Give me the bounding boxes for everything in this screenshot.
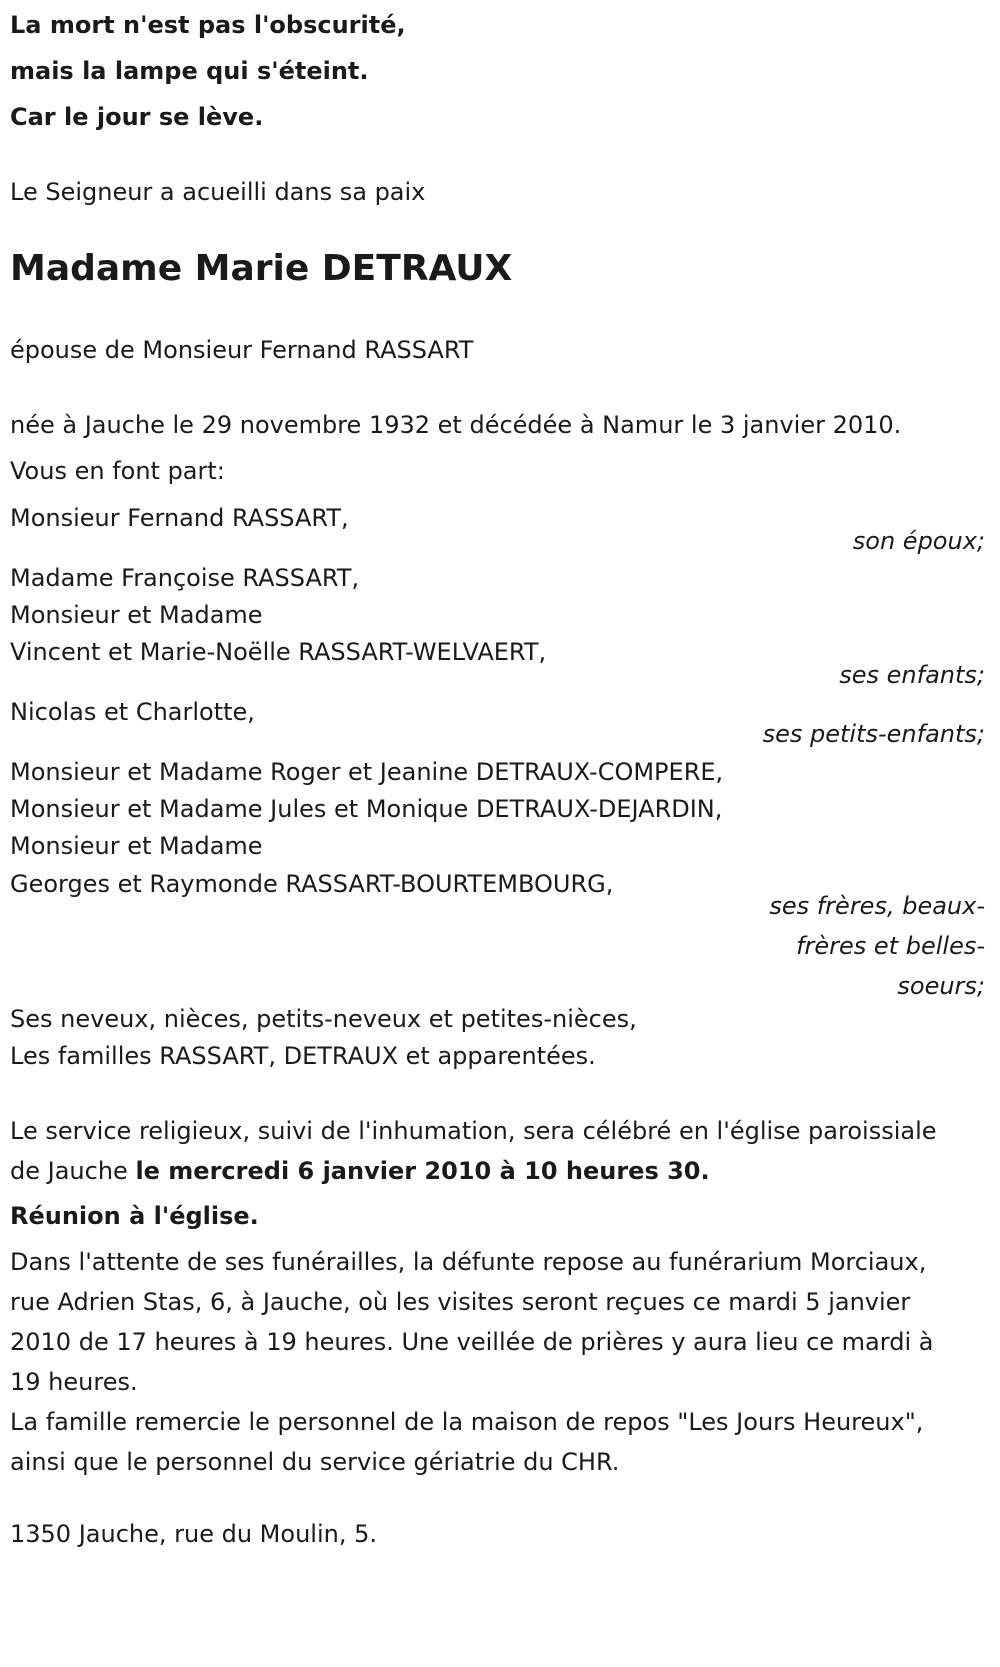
deceased-name: Madame Marie DETRAUX (10, 248, 513, 289)
birth-death-line: née à Jauche le 29 novembre 1932 et décédée à Namur le 3 janvier 2010. (10, 411, 902, 439)
role-children: ses enfants; (839, 661, 985, 689)
family-sibling-1: Monsieur et Madame Roger et Jeanine DETRAUX-COMPERE, (10, 758, 724, 786)
role-spouse: son époux; (852, 527, 985, 555)
family-sibling-3b: Georges et Raymonde RASSART-BOURTEMBOURG, (10, 870, 614, 898)
announce-line: Vous en font part: (10, 457, 225, 485)
family-sibling-2: Monsieur et Madame Jules et Monique DETRAUX-DEJARDIN, (10, 795, 723, 823)
service-paragraph (10, 1111, 950, 1191)
service-text: Le service religieux, suivi de l'inhumation, sera célébré en l'église paroissiale de Jauche (10, 1117, 937, 1185)
address-line: 1350 Jauche, rue du Moulin, 5. (10, 1520, 377, 1548)
meeting-line: Réunion à l'église. (10, 1202, 259, 1230)
role-siblings: ses frères, beaux-frères et belles-soeurs; (769, 892, 985, 1000)
family-child-2b: Vincent et Marie-Noëlle RASSART-WELVAERT, (10, 638, 547, 666)
role-grandchildren: ses petits-enfants; (762, 720, 985, 748)
family-spouse: Monsieur Fernand RASSART, (10, 504, 349, 532)
thanks-paragraph: La famille remercie le personnel de la maison de repos "Les Jours Heureux", ainsi que le personnel du service gériatrie du CHR. (10, 1408, 924, 1476)
family-grandchildren: Nicolas et Charlotte, (10, 698, 255, 726)
family-child-1: Madame Françoise RASSART, (10, 564, 360, 592)
intro-text: Le Seigneur a acueilli dans sa paix (10, 178, 426, 206)
family-sibling-3a: Monsieur et Madame (10, 832, 263, 860)
wake-paragraph: Dans l'attente de ses funérailles, la défunte repose au funérarium Morciaux, rue Adrien Stas, 6, à Jauche, où les visites seront reçues ce mardi 5 janvier 2010 de 17 heures à 19 heures. Une veillée de prières y aura lieu ce mardi à 19 heures. (10, 1248, 934, 1396)
service-date: le mercredi 6 janvier 2010 à 10 heures 30. (135, 1157, 710, 1185)
poem-line-1: La mort n'est pas l'obscurité, (10, 11, 406, 39)
family-nephews: Ses neveux, nièces, petits-neveux et petites-nièces, (10, 1005, 637, 1033)
poem-line-3: Car le jour se lève. (10, 103, 264, 131)
family-child-2a: Monsieur et Madame (10, 601, 263, 629)
family-relatives: Les familles RASSART, DETRAUX et apparentées. (10, 1042, 596, 1070)
spouse-line: épouse de Monsieur Fernand RASSART (10, 336, 474, 364)
poem-line-2: mais la lampe qui s'éteint. (10, 57, 369, 85)
